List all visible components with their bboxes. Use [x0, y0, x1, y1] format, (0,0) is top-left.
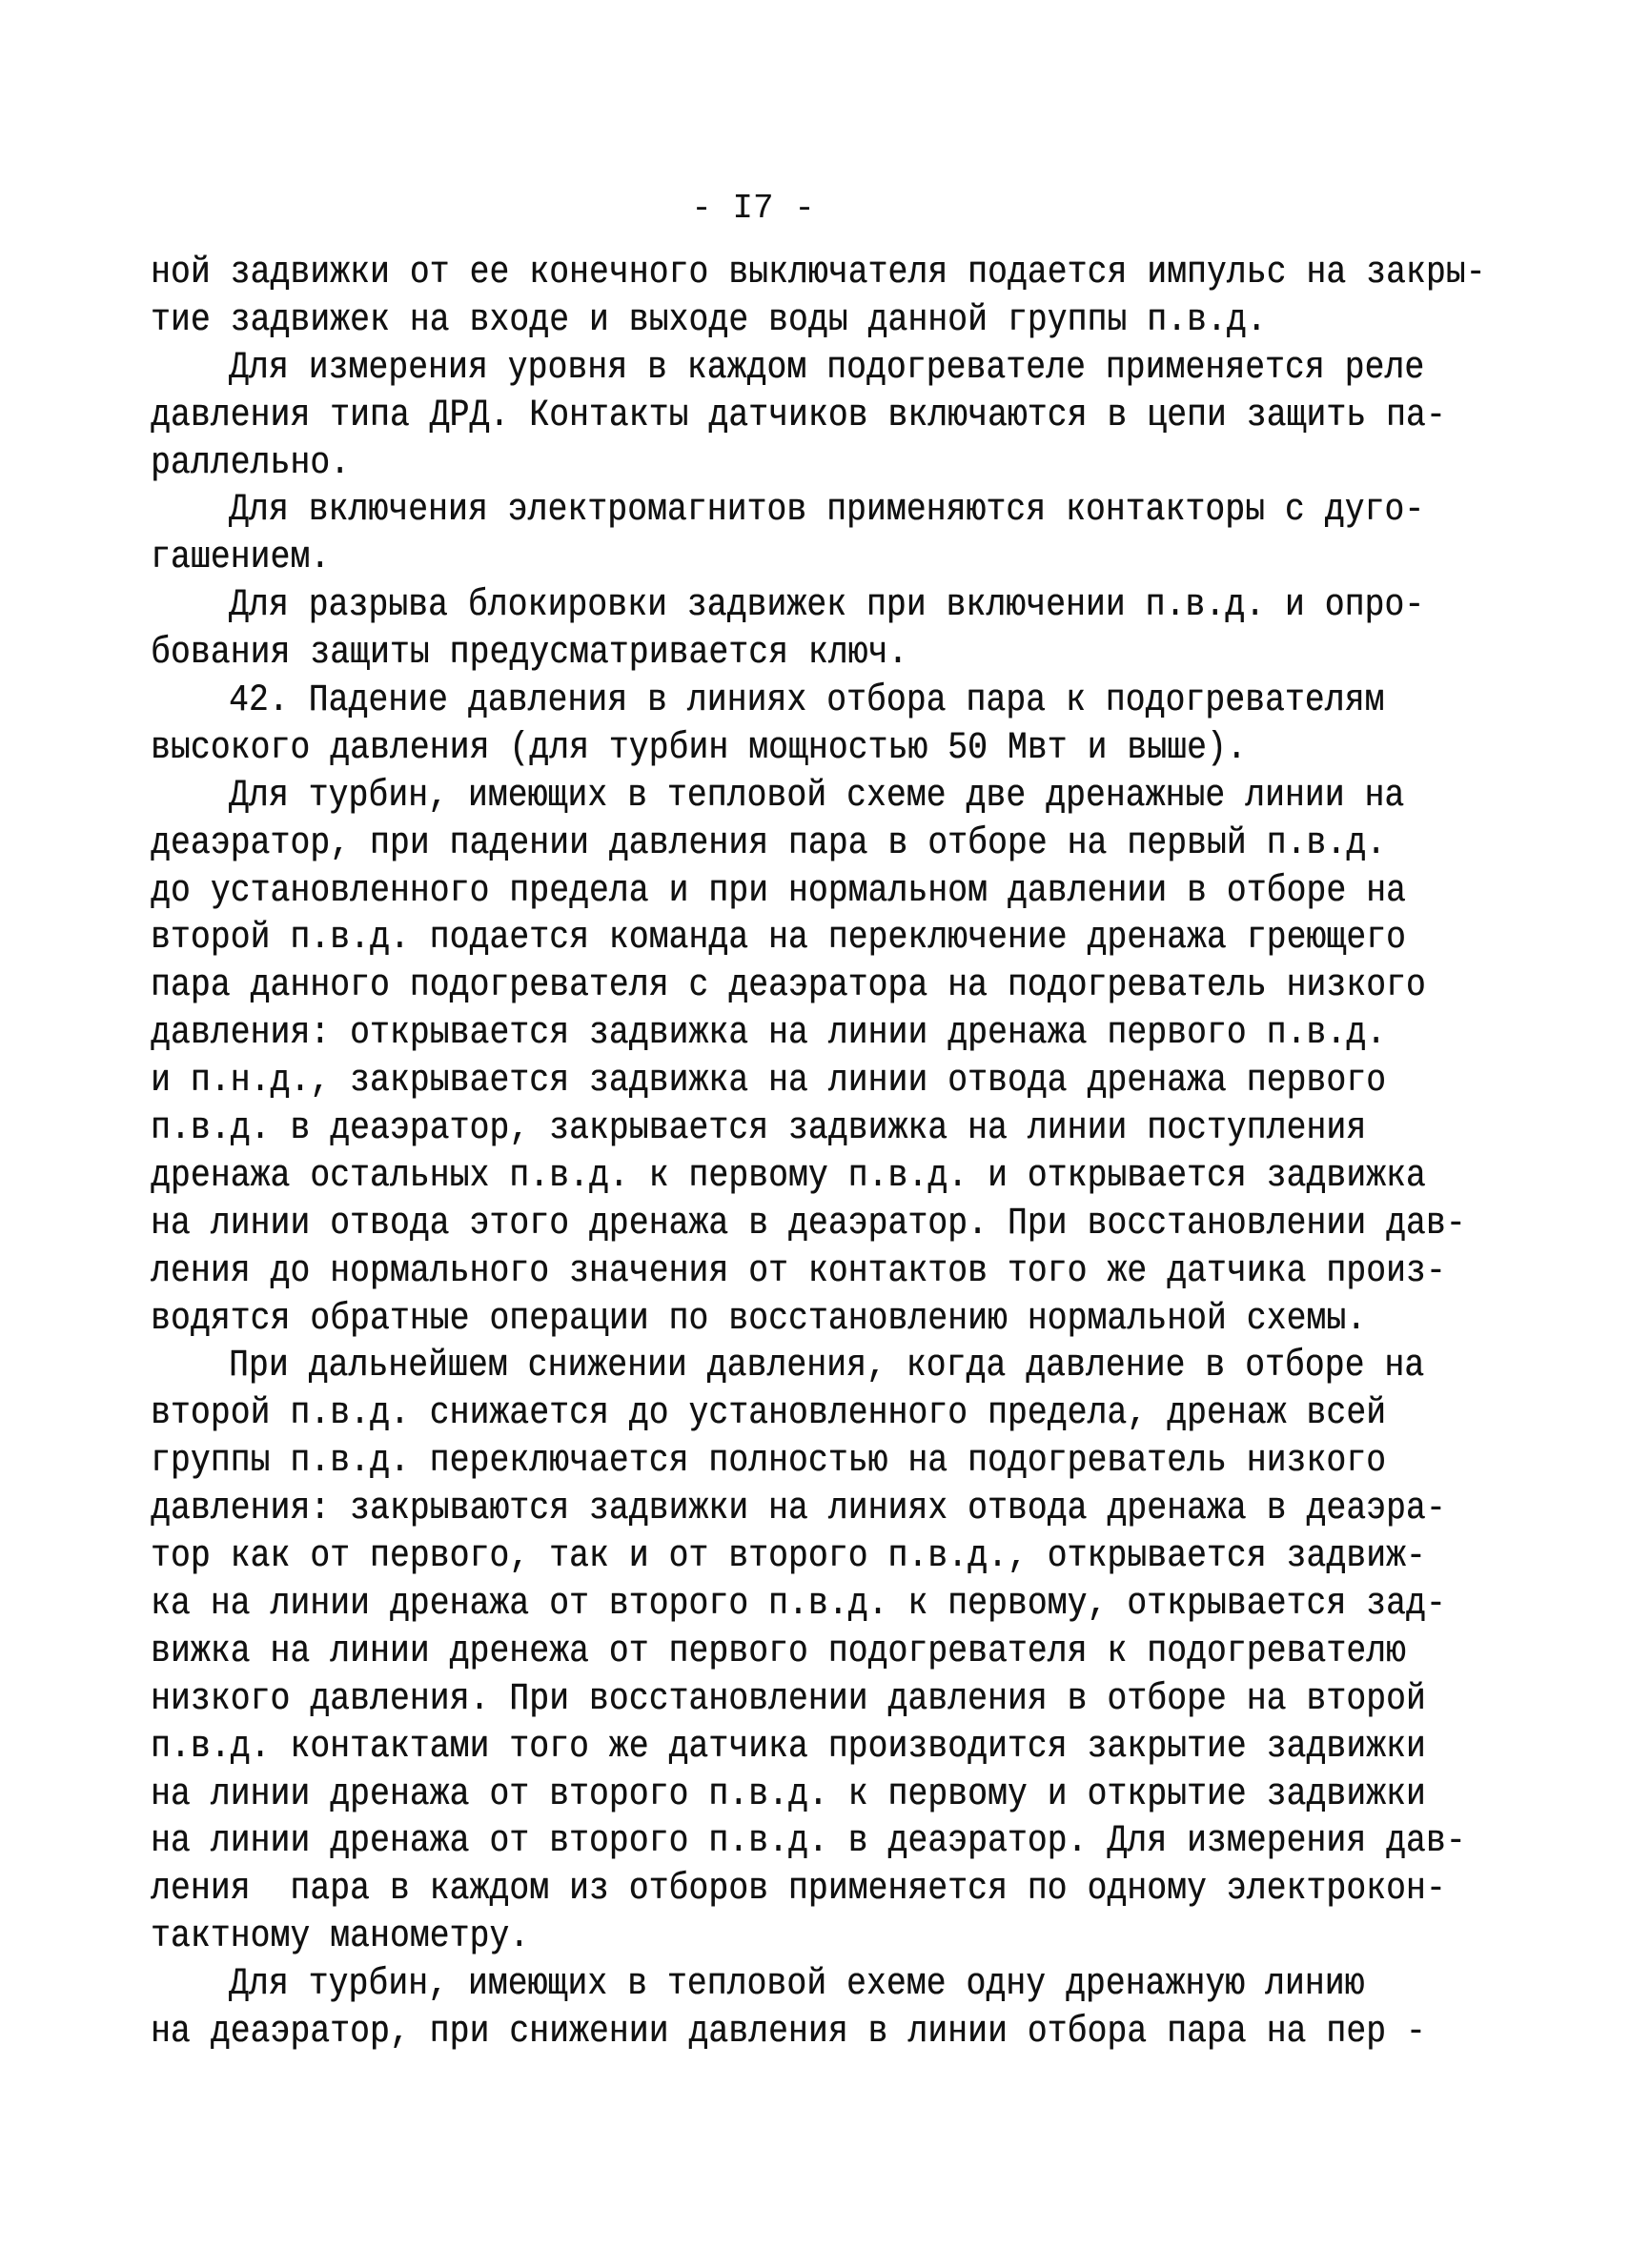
text-line: второй п.в.д. подается команда на переключение дренажа греющего	[151, 917, 1406, 961]
text-line: ка на линии дренажа от второго п.в.д. к первому, открывается зад-	[151, 1582, 1446, 1626]
text-line: водятся обратные операции по восстановлению нормальной схемы.	[151, 1297, 1367, 1341]
text-line: давления типа ДРД. Контакты датчиков включаются в цепи защить па-	[151, 394, 1446, 437]
document-body	[151, 250, 1486, 2056]
text-line: 42. Падение давления в линиях отбора пара к подогревателям	[229, 679, 1385, 722]
text-line: раллельно.	[151, 441, 351, 485]
text-line: тор как от первого, так и от второго п.в.д., открывается задвиж-	[151, 1535, 1426, 1578]
text-line: на деаэратор, при снижении давления в линии отбора пара на пер -	[151, 2010, 1426, 2054]
text-line: Для разрыва блокировки задвижек при включении п.в.д. и опро-	[229, 584, 1425, 628]
text-line: тие задвижек на входе и выходе воды данной группы п.в.д.	[151, 298, 1267, 342]
page-number: - I7 -	[691, 189, 815, 228]
text-line: Для включения электромагнитов применяются контакторы с дуго-	[229, 489, 1425, 533]
text-line: п.в.д. контактами того же датчика производится закрытие задвижки	[151, 1725, 1426, 1769]
text-line: гашением.	[151, 537, 331, 580]
text-line: пара данного подогревателя с деаэратора на подогреватель низкого	[151, 964, 1426, 1008]
text-line: второй п.в.д. снижается до установленного предела, дренаж всей	[151, 1392, 1387, 1436]
text-line: давления: открывается задвижка на линии дренажа первого п.в.д.	[151, 1012, 1387, 1056]
text-line: высокого давления (для турбин мощностью 50 Мвт и выше).	[151, 726, 1247, 770]
text-line: ления до нормального значения от контактов того же датчика произ-	[151, 1249, 1446, 1293]
text-line: п.в.д. в деаэратор, закрывается задвижка на линии поступления	[151, 1107, 1367, 1150]
text-line: дренажа остальных п.в.д. к первому п.в.д. и открывается задвижка	[151, 1154, 1426, 1198]
text-line: и п.н.д., закрывается задвижка на линии отвода дренажа первого	[151, 1060, 1387, 1103]
text-line: вижка на линии дренежа от первого подогревателя к подогревателю	[151, 1630, 1406, 1673]
text-line: давления: закрываются задвижки на линиях отвода дренажа в деаэра-	[151, 1488, 1446, 1531]
text-line: деаэратор, при падении давления пара в отборе на первый п.в.д.	[151, 821, 1387, 865]
text-line: на линии дренажа от второго п.в.д. к первому и открытие задвижки	[151, 1772, 1426, 1816]
text-line: до установленного предела и при нормальном давлении в отборе на	[151, 869, 1406, 913]
text-line: на линии отвода этого дренажа в деаэратор. При восстановлении дав-	[151, 1202, 1466, 1245]
text-line: бования защиты предусматривается ключ.	[151, 632, 908, 675]
text-line: Для турбин, имеющих в тепловой схеме две дренажные линии на	[229, 774, 1405, 818]
text-line: группы п.в.д. переключается полностью на подогреватель низкого	[151, 1440, 1387, 1484]
text-line: ления пара в каждом из отборов применяется по одному электрокон-	[151, 1868, 1446, 1912]
text-line: При дальнейшем снижении давления, когда давление в отборе на	[229, 1345, 1425, 1388]
text-line: Для турбин, имеющих в тепловой ехеме одну дренажную линию	[229, 1963, 1365, 2006]
text-line: Для измерения уровня в каждом подогревателе применяется реле	[229, 346, 1425, 390]
text-line: ной задвижки от ее конечного выключателя подается импульс на закры-	[151, 252, 1486, 294]
text-line: тактному манометру.	[151, 1915, 530, 1959]
text-line: на линии дренажа от второго п.в.д. в деаэратор. Для измерения дав-	[151, 1820, 1466, 1864]
text-line: низкого давления. При восстановлении давления в отборе на второй	[151, 1677, 1426, 1721]
